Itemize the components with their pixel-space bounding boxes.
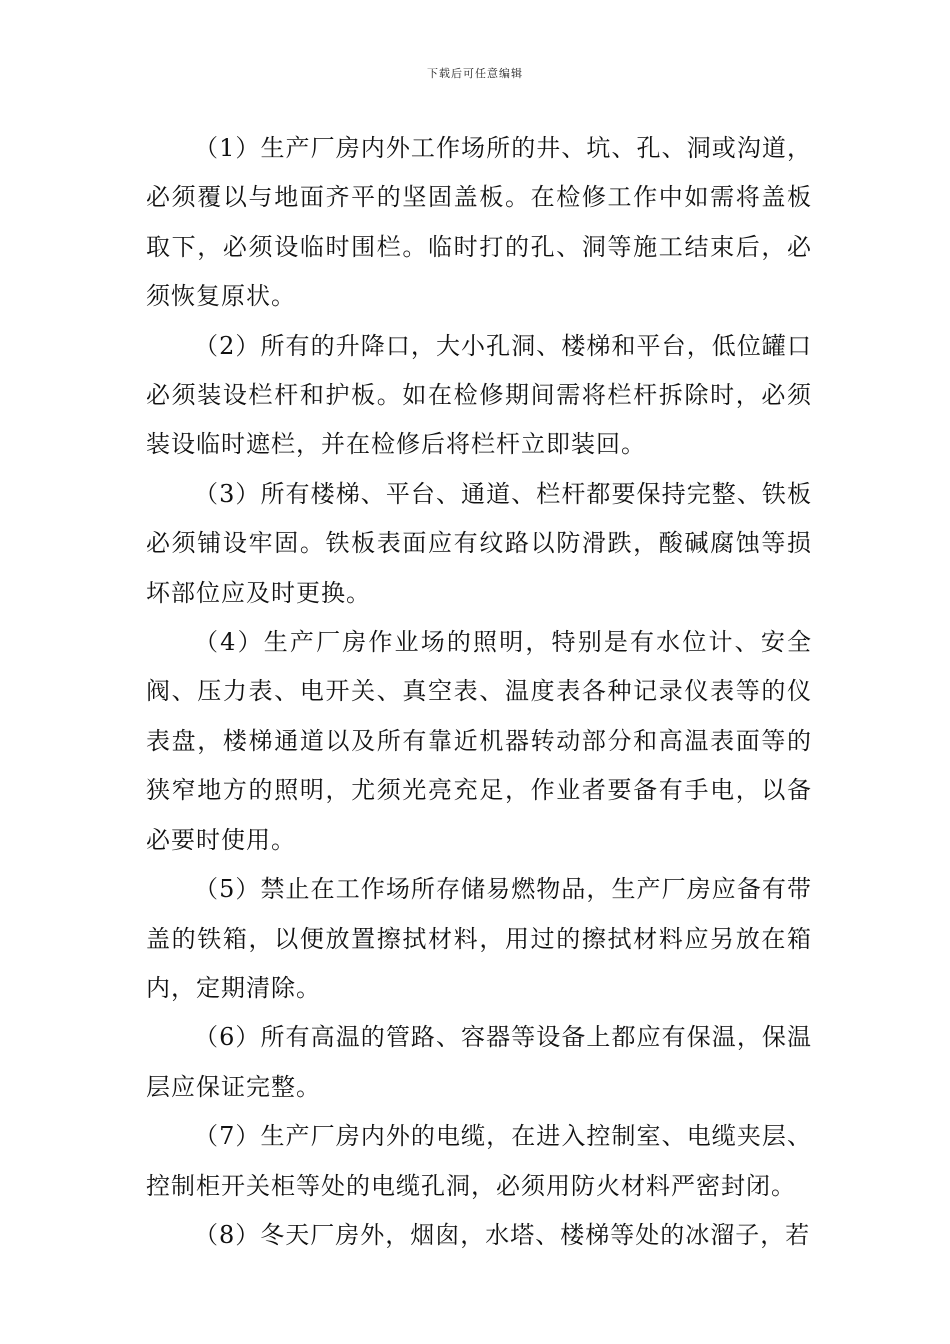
page-header: 下载后可任意编辑 — [427, 67, 523, 80]
paragraph-1: （1）生产厂房内外工作场所的井、坑、孔、洞或沟道，必须覆以与地面齐平的坚固盖板。在检修工作中如需将盖板取下，必须设临时围栏。临时打的孔、洞等施工结束后，必须恢复原状。 — [146, 134, 812, 311]
paragraph-6: （6）所有高温的管路、容器等设备上都应有保温，保温层应保证完整。 — [146, 1023, 812, 1101]
paragraph-5: （5）禁止在工作场所存储易燃物品，生产厂房应备有带盖的铁箱，以便放置擦拭材料，用过的擦拭材料应另放在箱内，定期清除。 — [146, 875, 812, 1002]
paragraph-3: （3）所有楼梯、平台、通道、栏杆都要保持完整、铁板必须铺设牢固。铁板表面应有纹路以防滑跌，酸碱腐蚀等损坏部位应及时更换。 — [146, 479, 812, 607]
document-body — [146, 124, 812, 1260]
paragraph-7: （7）生产厂房内外的电缆，在进入控制室、电缆夹层、控制柜开关柜等处的电缆孔洞，必须用防火材料严密封闭。 — [146, 1122, 812, 1200]
paragraph-8: （8）冬天厂房外，烟囱，水塔、楼梯等处的冰溜子，若 — [194, 1220, 811, 1249]
paragraph-2: （2）所有的升降口，大小孔洞、楼梯和平台，低位罐口必须装设栏杆和护板。如在检修期间需将栏杆拆除时，必须装设临时遮栏，并在检修后将栏杆立即装回。 — [146, 331, 812, 459]
paragraph-4: （4）生产厂房作业场的照明，特别是有水位计、安全阀、压力表、电开关、真空表、温度表各种记录仪表等的仪表盘，楼梯通道以及所有靠近机器转动部分和高温表面等的狭窄地方的照明，尤须光亮充足，作业者要备有手电，以备必要时使用。 — [146, 628, 812, 854]
